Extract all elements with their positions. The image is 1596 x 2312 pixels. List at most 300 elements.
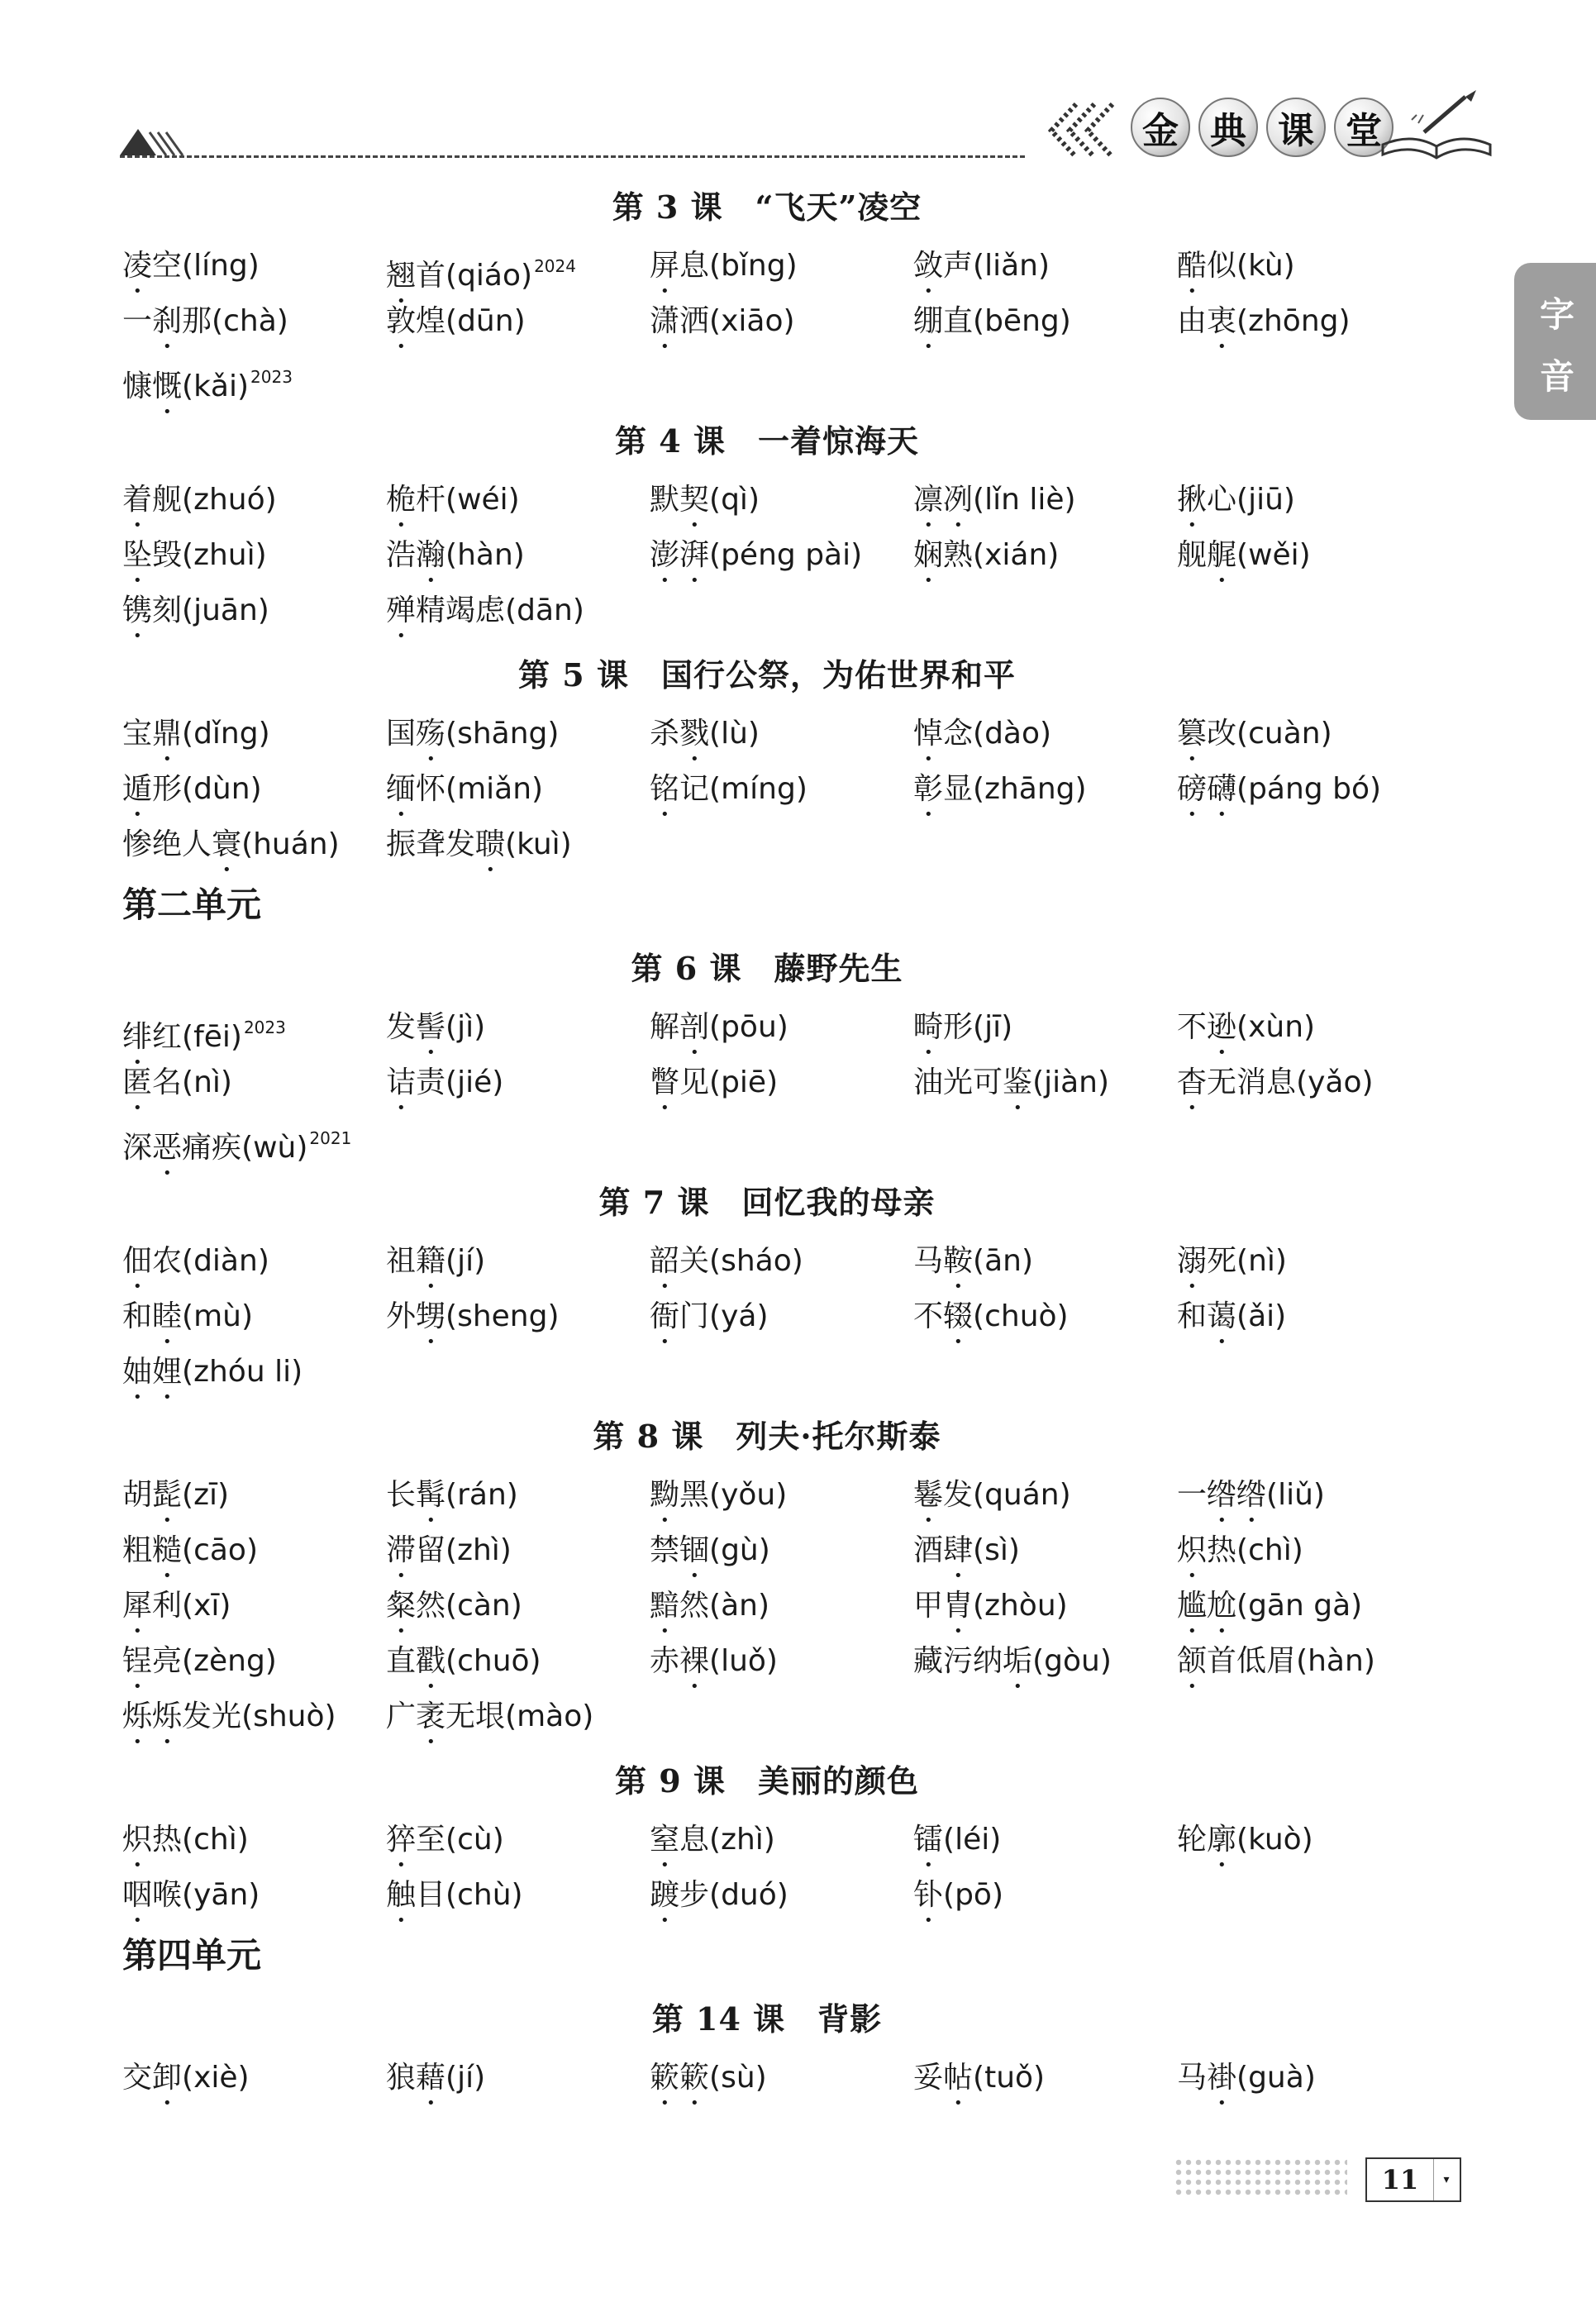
pinyin: fēi (193, 1020, 231, 1054)
vocab-item: 镌刻(juān) (122, 593, 269, 627)
vocab-char: 佃 (122, 1244, 153, 1278)
vocab-item: 宝鼎(dǐng) (122, 717, 270, 751)
vocab-word (122, 1589, 182, 1623)
brand-char: 堂 (1334, 98, 1394, 157)
pinyin: yǒu (721, 1478, 776, 1512)
vocab-item: 澎湃(péng pài) (650, 538, 863, 572)
vocab-char: 糙 (152, 1533, 183, 1567)
vocab-char: 彰 (913, 772, 944, 806)
vocab-char: 关 (679, 1244, 710, 1278)
vocab-char: 镌 (122, 593, 153, 627)
vocab-item: 悼念(dào) (913, 717, 1052, 751)
vocab-word (122, 1355, 182, 1389)
vocab-item: 由衷(zhōng) (1177, 304, 1351, 338)
vocab-char: 卸 (152, 2061, 183, 2095)
vocab-grid (122, 1237, 1412, 1403)
pinyin: pō (955, 1878, 992, 1912)
vocab-word (386, 1878, 445, 1912)
vocab-char: 然 (679, 1589, 710, 1623)
vocab-char: 篡 (1177, 717, 1208, 751)
pinyin: páng bó (1248, 772, 1370, 806)
vocab-word (913, 1478, 973, 1512)
exam-year: 2021 (309, 1128, 352, 1148)
vocab-char: 戮 (679, 717, 710, 751)
vocab-item: 妯娌(zhóu li) (122, 1355, 303, 1389)
vocab-char: 人 (182, 827, 212, 861)
vocab-char: 轮 (1177, 1823, 1208, 1857)
pinyin: zhuì (193, 538, 255, 572)
vocab-item: 炽热(chì) (1177, 1533, 1303, 1567)
vocab-char: 簌 (679, 2061, 710, 2095)
vocab-item: 桅杆(wéi) (386, 483, 520, 517)
unit-title: 第四单元 (122, 1935, 262, 1976)
vocab-word (1177, 1589, 1236, 1623)
vocab-char: 和 (1177, 1299, 1208, 1333)
vocab-char: 蔼 (1207, 1299, 1237, 1333)
pinyin: càn (457, 1589, 511, 1623)
pinyin: sì (984, 1533, 1008, 1567)
vocab-word (122, 249, 182, 283)
vocab-item: 舰艉(wěi) (1177, 538, 1311, 572)
vocab-char: 形 (943, 1010, 974, 1044)
pinyin: wéi (457, 483, 508, 517)
pinyin: chuō (457, 1644, 530, 1678)
vocab-word (122, 483, 182, 517)
vocab-char: 记 (679, 772, 710, 806)
vocab-char: 眉 (1266, 1644, 1297, 1678)
vocab-char: 遁 (122, 772, 153, 806)
vocab-char: 形 (152, 772, 183, 806)
pinyin: míng (721, 772, 796, 806)
vocab-word (913, 1589, 973, 1623)
vocab-word (650, 1644, 709, 1678)
vocab-item: 畸形(jī) (913, 1010, 1013, 1044)
vocab-char: 籍 (416, 1244, 446, 1278)
vocab-char: 宝 (122, 717, 153, 751)
vocab-char: 娴 (913, 538, 944, 572)
vocab-word (386, 1644, 445, 1678)
vocab-char: 喉 (152, 1878, 183, 1912)
vocab-char: 疾 (212, 1131, 242, 1165)
vocab-item: 绷直(bēng) (913, 304, 1071, 338)
triangle-stripes-icon (120, 124, 186, 157)
pinyin: quán (984, 1478, 1060, 1512)
vocab-char: 猝 (386, 1823, 417, 1857)
vocab-char: 廓 (1207, 1823, 1237, 1857)
vocab-word (386, 1589, 445, 1623)
vocab-word (1177, 304, 1236, 338)
vocab-char: 褂 (1207, 2061, 1237, 2095)
vocab-item: 酒肆(sì) (913, 1533, 1020, 1567)
pinyin: kǎi (193, 369, 237, 403)
vocab-item: 韶关(sháo) (650, 1244, 803, 1278)
pinyin: cāo (193, 1533, 246, 1567)
vocab-char: 怀 (416, 772, 446, 806)
vocab-item: 颔首低眉(hàn) (1177, 1644, 1375, 1678)
vocab-word (650, 1244, 709, 1278)
vocab-char: 杆 (416, 483, 446, 517)
vocab-char: 绝 (152, 827, 183, 861)
vocab-word (122, 538, 182, 572)
vocab-item: 胡髭(zī) (122, 1478, 230, 1512)
pinyin: zhì (457, 1533, 500, 1567)
vocab-char: 痛 (182, 1131, 212, 1165)
pinyin: mù (193, 1299, 241, 1333)
vocab-item: 绯红(fēi) $^{2023}$ (122, 1018, 286, 1054)
vocab-word (650, 1878, 709, 1912)
vocab-word (386, 259, 445, 293)
vocab-char: 光 (943, 1065, 974, 1099)
vocab-char: 解 (650, 1010, 680, 1044)
pinyin: xiè (193, 2061, 238, 2095)
vocab-word (913, 1010, 973, 1044)
pinyin: nì (193, 1065, 221, 1099)
page-header (0, 0, 1596, 174)
vocab-item: 默契(qì) (650, 483, 760, 517)
vocab-char: 马 (1177, 2061, 1208, 2095)
vocab-item: 着舰(zhuó) (122, 483, 277, 517)
vocab-word (1177, 772, 1236, 806)
vocab-char: 殇 (416, 717, 446, 751)
vocab-char: 发 (386, 1010, 417, 1044)
vocab-char: 髯 (416, 1478, 446, 1512)
vocab-char: 刹 (152, 304, 183, 338)
pinyin: mào (517, 1699, 583, 1733)
vocab-char: 狼 (386, 2061, 417, 2095)
vocab-char: 刻 (152, 593, 183, 627)
page-number-box (1365, 2157, 1461, 2202)
vocab-item: 杀戮(lù) (650, 717, 760, 751)
vocab-item: 簌簌(sù) (650, 2061, 767, 2095)
vocab-char: 睦 (152, 1299, 183, 1333)
vocab-char: 炽 (122, 1823, 153, 1857)
vocab-item: 揪心(jiū) (1177, 483, 1295, 517)
vocab-word (386, 304, 445, 338)
vocab-word (122, 1823, 182, 1857)
vocab-item: 凌空(líng) (122, 249, 260, 283)
vocab-char: 念 (943, 717, 974, 751)
vocab-char: 甲 (913, 1589, 944, 1623)
vocab-word (386, 1244, 445, 1278)
vocab-item: 屏息(bǐng) (650, 249, 798, 283)
vocab-char: 炽 (1177, 1533, 1208, 1567)
vocab-char: 由 (1177, 304, 1208, 338)
vocab-item: 妥帖(tuǒ) (913, 2061, 1046, 2095)
vocab-word (122, 369, 182, 403)
unit-title: 第二单元 (122, 884, 262, 925)
vocab-word (386, 483, 445, 517)
vocab-grid (122, 709, 1412, 875)
vocab-char: 名 (152, 1065, 183, 1099)
pinyin: qì (721, 483, 748, 517)
vocab-char: 鼎 (152, 717, 183, 751)
lesson-title: 第 6 课 藤野先生 (631, 950, 903, 987)
vocab-char: 首 (416, 259, 446, 293)
vocab-char: 聋 (416, 827, 446, 861)
vocab-word (650, 304, 709, 338)
vocab-word (386, 717, 445, 751)
vocab-item: 尴尬(gān gà) (1177, 1589, 1363, 1623)
vocab-word (650, 1589, 709, 1623)
vocab-word (386, 1065, 445, 1099)
vocab-char: 绯 (122, 1020, 153, 1054)
vocab-word (913, 2061, 973, 2095)
pinyin: xiāo (721, 304, 784, 338)
vocab-item: 铭记(míng) (650, 772, 808, 806)
vocab-word (122, 1299, 182, 1333)
vocab-char: 一 (122, 304, 153, 338)
vocab-char: 礴 (1207, 772, 1237, 806)
vocab-char: 舰 (152, 483, 183, 517)
pinyin: liǎn (984, 249, 1038, 283)
vocab-grid (122, 1471, 1412, 1747)
vocab-item: 酷似(kù) (1177, 249, 1295, 283)
pinyin: lù (721, 717, 748, 751)
vocab-char: 绺 (1207, 1478, 1237, 1512)
vocab-char: 默 (650, 483, 680, 517)
vocab-char: 诘 (386, 1065, 417, 1099)
vocab-char: 髭 (152, 1478, 183, 1512)
pinyin: yá (721, 1299, 757, 1333)
vocab-item: 娴熟(xián) (913, 538, 1060, 572)
vocab-item: 钋(pō) (913, 1878, 1003, 1912)
vocab-char: 瞥 (650, 1065, 680, 1099)
pinyin: jì (457, 1010, 474, 1044)
vocab-char: 精 (416, 593, 446, 627)
vocab-char: 屏 (650, 249, 680, 283)
vocab-item: 触目(chù) (386, 1878, 523, 1912)
vocab-char: 咽 (122, 1878, 153, 1912)
lesson-title: 第 14 课 背影 (651, 2000, 883, 2038)
pinyin: dūn (457, 304, 514, 338)
vocab-char: 绷 (913, 304, 944, 338)
vocab-item: 广袤无垠(mào) (386, 1699, 594, 1733)
vocab-item: 祖籍(jí) (386, 1244, 486, 1278)
vocab-word (122, 1131, 241, 1165)
vocab-char: 黑 (679, 1478, 710, 1512)
vocab-word (122, 772, 182, 806)
vocab-item: 赤裸(luǒ) (650, 1644, 778, 1678)
vocab-item: 轮廓(kuò) (1177, 1823, 1313, 1857)
vocab-char: 禁 (650, 1533, 680, 1567)
vocab-item: 滞留(zhì) (386, 1533, 512, 1567)
vocab-item: 彰显(zhāng) (913, 772, 1087, 806)
vocab-char: 竭 (445, 593, 476, 627)
pinyin: juān (193, 593, 258, 627)
vocab-char: 铭 (650, 772, 680, 806)
vocab-item: 粲然(càn) (386, 1589, 522, 1623)
vocab-word (913, 1644, 1032, 1678)
vocab-char: 红 (152, 1020, 183, 1054)
vocab-char: 凌 (122, 249, 153, 283)
vocab-char: 畸 (913, 1010, 944, 1044)
vocab-word (122, 1020, 182, 1054)
vocab-grid (122, 475, 1412, 641)
pinyin: xián (984, 538, 1048, 572)
vocab-word (386, 1699, 505, 1733)
vocab-char: 犀 (122, 1589, 153, 1623)
vocab-char: 藉 (416, 2061, 446, 2095)
vocab-word (650, 1065, 709, 1099)
vocab-char: 煌 (416, 304, 446, 338)
vocab-item: 不辍(chuò) (913, 1299, 1069, 1333)
pinyin: zhuó (193, 483, 265, 517)
vocab-item: 镭(léi) (913, 1823, 1002, 1857)
vocab-item: 潇洒(xiāo) (650, 304, 795, 338)
vocab-word (1177, 1244, 1236, 1278)
pinyin: zhāng (984, 772, 1075, 806)
vocab-char: 烁 (122, 1699, 153, 1733)
vocab-char: 辍 (943, 1299, 974, 1333)
vocab-char: 首 (1207, 1644, 1237, 1678)
vocab-item: 不逊(xùn) (1177, 1010, 1316, 1044)
lesson-title: 第 8 课 列夫·托尔斯泰 (593, 1418, 941, 1455)
pinyin: guà (1248, 2061, 1304, 2095)
vocab-word (1177, 717, 1236, 751)
vocab-char: 鞍 (943, 1244, 974, 1278)
vocab-item: 凛冽(lǐn liè) (913, 483, 1076, 517)
vocab-word (122, 304, 212, 338)
vocab-char: 和 (122, 1299, 153, 1333)
pinyin: hàn (457, 538, 513, 572)
vocab-char: 深 (122, 1131, 153, 1165)
vocab-char: 步 (679, 1878, 710, 1912)
vocab-item: 敦煌(dūn) (386, 304, 526, 338)
pinyin: sù (721, 2061, 755, 2095)
pinyin: ǎi (1248, 1299, 1275, 1333)
vocab-char: 胡 (122, 1478, 153, 1512)
main-content (122, 174, 1412, 2109)
vocab-char: 妥 (913, 2061, 944, 2095)
pinyin: chù (457, 1878, 512, 1912)
pinyin: jiū (1248, 483, 1284, 517)
vocab-char: 鬈 (913, 1478, 944, 1512)
vocab-char: 甥 (416, 1299, 446, 1333)
vocab-word (913, 1299, 973, 1333)
vocab-item: 狼藉(jí) (386, 2061, 486, 2095)
vocab-char: 尴 (1177, 1589, 1208, 1623)
vocab-word (122, 717, 182, 751)
vocab-item: 浩瀚(hàn) (386, 538, 525, 572)
vocab-word (1177, 1478, 1266, 1512)
pinyin: dān (517, 593, 573, 627)
vocab-word (650, 538, 709, 572)
open-book-pen-icon (1379, 87, 1494, 165)
vocab-grid (122, 1815, 1412, 1926)
vocab-grid (122, 241, 1412, 408)
pinyin: jiàn (1044, 1065, 1098, 1099)
vocab-word (386, 1533, 445, 1567)
pinyin: miǎn (457, 772, 532, 806)
vocab-item: 溺死(nì) (1177, 1244, 1287, 1278)
vocab-word (1177, 1533, 1236, 1567)
pinyin: luǒ (721, 1644, 766, 1678)
vocab-char: 垢 (1003, 1644, 1033, 1678)
vocab-item: 一绺绺(liǔ) (1177, 1478, 1325, 1512)
pinyin: liǔ (1278, 1478, 1313, 1512)
vocab-char: 寰 (212, 827, 242, 861)
brand-char: 典 (1198, 98, 1258, 157)
vocab-char: 虑 (475, 593, 506, 627)
vocab-grid (122, 2053, 1412, 2109)
brand-logo (1131, 98, 1394, 157)
vocab-word (1177, 1010, 1236, 1044)
vocab-item: 咽喉(yān) (122, 1878, 260, 1912)
vocab-word (386, 772, 445, 806)
vocab-word (650, 1299, 709, 1333)
vocab-char: 消 (1236, 1065, 1267, 1099)
pinyin: bēng (984, 304, 1060, 338)
vocab-char: 镭 (913, 1823, 944, 1857)
vocab-char: 改 (1207, 717, 1237, 751)
vocab-char: 慷 (122, 369, 153, 403)
pinyin: zhì (721, 1823, 764, 1857)
vocab-item: 诘责(jié) (386, 1065, 504, 1099)
pinyin: gān gà (1248, 1589, 1351, 1623)
vocab-char: 热 (1207, 1533, 1237, 1567)
vocab-char: 艉 (1207, 538, 1237, 572)
vocab-word (913, 1533, 973, 1567)
pinyin: chì (1248, 1533, 1292, 1567)
vocab-char: 匿 (122, 1065, 153, 1099)
vocab-char: 凛 (913, 483, 944, 517)
vocab-char: 揪 (1177, 483, 1208, 517)
vocab-char: 锃 (122, 1644, 153, 1678)
vocab-char: 着 (122, 483, 153, 517)
vocab-char: 门 (679, 1299, 710, 1333)
vocab-char: 息 (679, 1823, 710, 1857)
pinyin: péng pài (721, 538, 851, 572)
vocab-char: 声 (943, 249, 974, 283)
vocab-char: 洒 (679, 304, 710, 338)
vocab-char: 亮 (152, 1644, 183, 1678)
exam-year: 2023 (250, 367, 293, 387)
vocab-char: 逊 (1207, 1010, 1237, 1044)
vocab-char: 发 (182, 1699, 212, 1733)
pinyin: zhòu (984, 1589, 1056, 1623)
pinyin: zī (193, 1478, 217, 1512)
vocab-char: 桅 (386, 483, 417, 517)
vocab-item: 藏污纳垢(gòu) (913, 1644, 1112, 1678)
vocab-word (386, 1478, 445, 1512)
header-dashed-line (120, 155, 1025, 158)
vocab-char: 振 (386, 827, 417, 861)
vocab-char: 息 (1266, 1065, 1297, 1099)
vocab-char: 一 (1177, 1478, 1208, 1512)
vocab-word (1177, 249, 1236, 283)
vocab-char: 可 (973, 1065, 1003, 1099)
vocab-char: 马 (913, 1244, 944, 1278)
vocab-char: 翘 (386, 259, 417, 293)
vocab-char: 磅 (1177, 772, 1208, 806)
vocab-word (386, 827, 505, 861)
pinyin: xī (193, 1589, 220, 1623)
vocab-char: 窒 (650, 1823, 680, 1857)
vocab-char: 垠 (475, 1699, 506, 1733)
vocab-char: 聩 (475, 827, 506, 861)
caret-down-icon: ▾ (1433, 2159, 1459, 2200)
vocab-item: 黯然(àn) (650, 1589, 770, 1623)
vocab-char: 髻 (416, 1010, 446, 1044)
vocab-char: 农 (152, 1244, 183, 1278)
vocab-char: 缅 (386, 772, 417, 806)
vocab-item: 犀利(xī) (122, 1589, 231, 1623)
vocab-item: 外甥(sheng) (386, 1299, 560, 1333)
vocab-char: 衙 (650, 1299, 680, 1333)
vocab-char: 契 (679, 483, 710, 517)
vocab-char: 国 (386, 717, 417, 751)
vocab-char: 息 (679, 249, 710, 283)
